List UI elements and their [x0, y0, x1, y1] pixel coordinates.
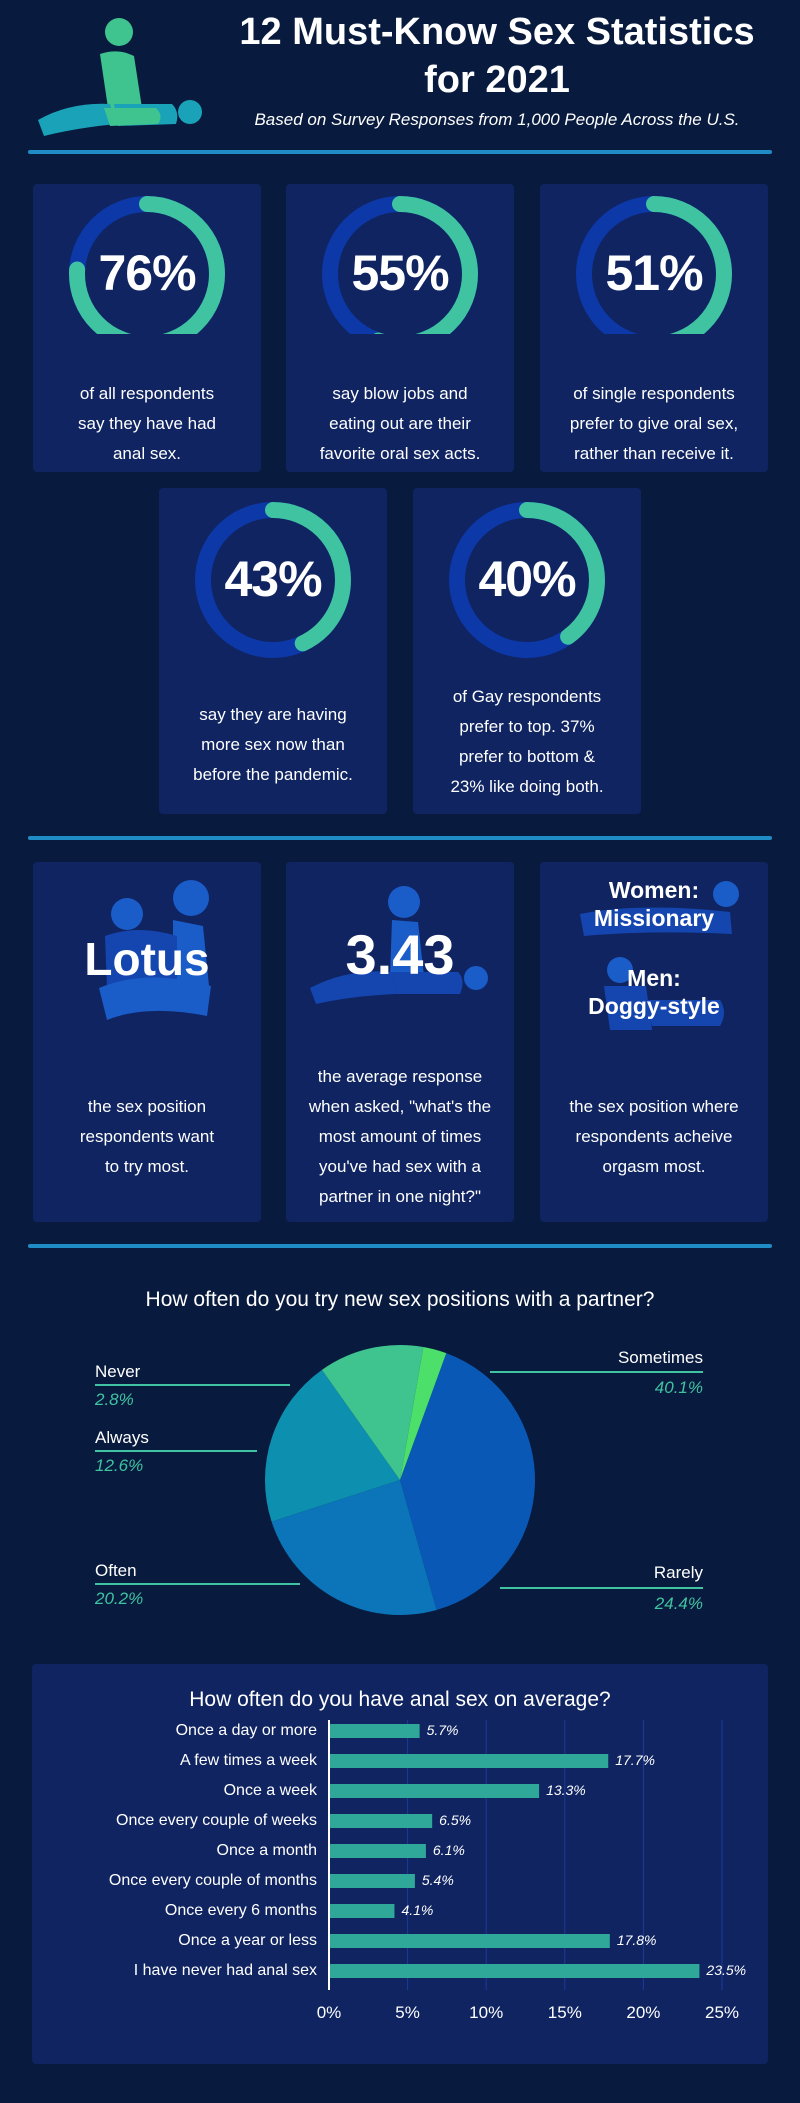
bar-category-label: Once a year or less — [178, 1932, 317, 1949]
pie-chart-title: How often do you try new sex positions with a partner? — [145, 1288, 655, 1311]
pie-leader-often — [95, 1583, 300, 1585]
position-line: orgasm most. — [602, 1157, 706, 1176]
pie-leader-sometimes — [490, 1371, 703, 1373]
position-line: respondents acheive — [575, 1127, 733, 1146]
bar — [330, 1844, 426, 1858]
bar-chart — [32, 1664, 768, 2064]
bar — [330, 1934, 610, 1948]
stat-line: of all respondents — [79, 384, 215, 403]
bar-value-label: 6.1% — [432, 1842, 465, 1858]
pie-value-often: 20.2% — [95, 1589, 144, 1608]
bar-category-label: Once a day or more — [175, 1722, 317, 1739]
bar-tick-label: 5% — [395, 2003, 420, 2022]
pie-label-often: Often — [95, 1561, 137, 1580]
pie-leader-never — [95, 1384, 290, 1386]
stat-line: say blow jobs and — [332, 384, 468, 403]
stat-line: of Gay respondents — [452, 687, 602, 706]
pie-label-sometimes: Sometimes — [617, 1348, 703, 1367]
bar-value-label: 5.7% — [426, 1722, 459, 1738]
bar — [330, 1724, 420, 1738]
page-subtitle: Based on Survey Responses from 1,000 People Across the U.S. — [254, 110, 740, 129]
stat-line: of single respondents — [573, 384, 735, 403]
stat-description — [169, 700, 377, 790]
bar-tick-label: 20% — [626, 2003, 661, 2022]
bar — [330, 1814, 432, 1828]
stat-description — [296, 379, 504, 469]
divider-middle — [28, 836, 772, 840]
men-label: Men: — [627, 965, 681, 991]
stat-percent: 55% — [351, 245, 449, 301]
stat-card-4 — [159, 488, 387, 814]
stat-percent: 51% — [605, 245, 703, 301]
position-line: most amount of times — [318, 1127, 482, 1146]
bar-category-label: A few times a week — [180, 1752, 317, 1769]
pie-value-always: 12.6% — [95, 1456, 144, 1475]
divider-lower — [28, 1244, 772, 1248]
pie-label-always: Always — [95, 1428, 149, 1447]
pie-leader-rarely — [500, 1587, 703, 1589]
women-value: Missionary — [593, 905, 715, 931]
bar-category-label: Once every couple of months — [108, 1872, 317, 1889]
bar-tick-label: 25% — [704, 2003, 740, 2022]
divider-top — [28, 150, 772, 154]
position-line: respondents want — [79, 1127, 215, 1146]
bar-tick-label: 0% — [316, 2003, 342, 2022]
bar-category-label: Once a month — [216, 1842, 317, 1859]
stat-description — [550, 379, 758, 469]
stat-line: anal sex. — [112, 444, 182, 463]
bar — [330, 1784, 539, 1798]
bar-value-label: 23.5% — [706, 1962, 747, 1978]
bar — [330, 1964, 699, 1978]
stat-line: before the pandemic. — [193, 765, 353, 784]
stat-line: eating out are their — [329, 414, 471, 433]
position-card-orgasm — [540, 862, 768, 1222]
position-line: when asked, "what's the — [308, 1097, 492, 1116]
position-line: the average response — [317, 1067, 483, 1086]
bar-tick-label: 15% — [547, 2003, 582, 2022]
pie-value-never: 2.8% — [95, 1390, 134, 1409]
women-label: Women: — [608, 877, 700, 903]
position-description — [43, 1092, 251, 1182]
position-line: to try most. — [104, 1157, 190, 1176]
couple-logo-icon — [30, 12, 210, 137]
pie-leader-always — [95, 1450, 257, 1452]
header — [0, 0, 800, 150]
bar-category-label: Once every couple of weeks — [116, 1812, 317, 1829]
position-description — [550, 1092, 758, 1182]
stat-card-1 — [33, 184, 261, 472]
bar-value-label: 6.5% — [439, 1812, 472, 1828]
stat-percent: 76% — [98, 245, 196, 301]
position-line: you've had sex with a — [318, 1157, 481, 1176]
title-line-1: 12 Must-Know Sex Statistics — [239, 11, 755, 53]
pie-chart — [250, 1330, 550, 1630]
position-headline: Lotus — [84, 933, 210, 985]
stat-line: say they have had — [78, 414, 216, 433]
stat-line: 23% like doing both. — [450, 777, 604, 796]
page-title — [222, 8, 772, 104]
stat-line: favorite oral sex acts. — [319, 444, 481, 463]
bar — [330, 1874, 415, 1888]
bar — [330, 1904, 394, 1918]
position-card-average — [286, 862, 514, 1222]
position-headline: 3.43 — [345, 923, 455, 986]
bar-value-label: 17.8% — [616, 1932, 657, 1948]
bar-value-label: 13.3% — [546, 1782, 586, 1798]
position-line: the sex position — [87, 1097, 207, 1116]
stat-description — [43, 379, 251, 469]
stat-line: more sex now than — [201, 735, 345, 754]
bar-value-label: 4.1% — [401, 1902, 434, 1918]
bar-category-label: Once a week — [223, 1782, 317, 1799]
pie-label-never: Never — [95, 1362, 141, 1381]
bar-chart-panel — [32, 1664, 768, 2064]
pie-value-sometimes: 40.1% — [654, 1378, 703, 1397]
bar-value-label: 17.7% — [615, 1752, 655, 1768]
men-value: Doggy-style — [588, 993, 720, 1019]
stat-description — [423, 682, 631, 802]
bar-value-label: 5.4% — [421, 1872, 454, 1888]
stat-card-2 — [286, 184, 514, 472]
position-line: the sex position where — [569, 1097, 739, 1116]
stat-card-3 — [540, 184, 768, 472]
position-line: partner in one night?" — [319, 1187, 481, 1206]
stat-percent: 43% — [224, 551, 322, 607]
bar — [330, 1754, 608, 1768]
position-card-lotus — [33, 862, 261, 1222]
bar-category-label: Once every 6 months — [164, 1902, 317, 1919]
stat-card-5 — [413, 488, 641, 814]
bar-chart-title: How often do you have anal sex on average? — [189, 1688, 611, 1711]
women-headline — [540, 876, 768, 932]
title-line-2: for 2021 — [424, 59, 570, 101]
position-description — [296, 1062, 504, 1212]
stat-line: say they are having — [199, 705, 347, 724]
stat-line: prefer to give oral sex, — [569, 414, 739, 433]
stat-percent: 40% — [478, 551, 576, 607]
pie-value-rarely: 24.4% — [654, 1594, 703, 1613]
men-headline — [540, 964, 768, 1020]
bar-tick-label: 10% — [469, 2003, 504, 2022]
stat-line: prefer to bottom & — [458, 747, 596, 766]
stat-line: prefer to top. 37% — [459, 717, 595, 736]
bar-category-label: I have never had anal sex — [133, 1962, 317, 1979]
pie-label-rarely: Rarely — [653, 1563, 703, 1582]
stat-line: rather than receive it. — [574, 444, 734, 463]
